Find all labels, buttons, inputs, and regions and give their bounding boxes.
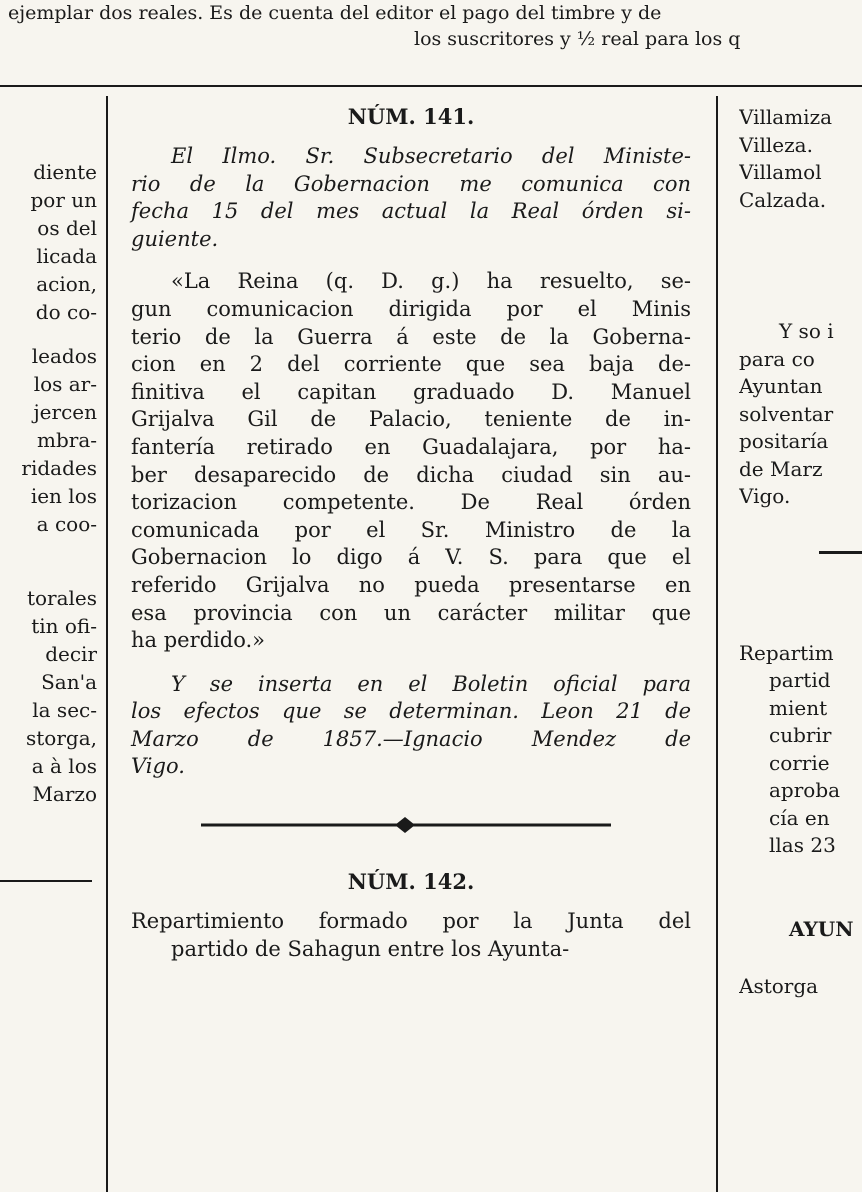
text-line: ha perdido.»: [131, 628, 266, 653]
right-line: solventar: [739, 401, 834, 426]
right-line: corrie: [769, 750, 830, 775]
left-line: los ar-: [33, 372, 97, 396]
right-line: Astorga: [739, 974, 819, 998]
right-line: llas 23: [769, 833, 836, 857]
text-line: guiente.: [131, 226, 219, 251]
right-line: aproba: [769, 778, 841, 802]
text-line: referido Grijalva no pueda presentarse en: [131, 572, 691, 597]
left-line: por un: [30, 188, 97, 212]
text-line: Gobernacion lo digo á V. S. para que el: [131, 545, 691, 570]
top-rule: [0, 85, 862, 87]
quote-paragraph: [131, 268, 691, 654]
left-line: la sec-: [32, 698, 97, 722]
text-line: partido de Sahagun entre los Ayunta-: [171, 936, 570, 961]
column-divider-left: [106, 96, 108, 1192]
right-line: Villeza.: [739, 132, 813, 157]
right-line: Vigo.: [739, 484, 791, 508]
left-line: jercen: [33, 400, 97, 424]
left-line: a coo-: [36, 512, 97, 536]
text-line: Repartimiento formado por la Junta del: [131, 909, 691, 934]
right-line: para co: [739, 346, 815, 371]
text-line: finitiva el capitan graduado D. Manuel: [131, 379, 691, 404]
left-line: ien los: [30, 484, 97, 508]
left-line: tin ofi-: [31, 614, 97, 638]
left-line: licada: [36, 244, 97, 268]
left-line: leados: [31, 344, 97, 368]
text-line: rio de la Gobernacion me comunica con: [131, 171, 691, 196]
left-line: ridades: [21, 456, 97, 480]
text-line: Vigo.: [131, 754, 185, 779]
left-line: San'a: [41, 670, 97, 694]
text-line: Marzo de 1857.—Ignacio Mendez de: [131, 726, 691, 751]
text-line: fantería retirado en Guadalajara, por ha-: [131, 434, 691, 459]
section-heading-142: NÚM. 142.: [347, 869, 475, 895]
top-note-line: los suscritores y ½ real para los q: [414, 28, 741, 50]
right-line: partid: [769, 668, 831, 692]
left-line: torales: [26, 586, 97, 610]
text-line: los efectos que se determinan. Leon 21 de: [131, 699, 691, 724]
right-line: cubrir: [769, 723, 832, 747]
right-line: de Marz: [739, 456, 823, 481]
left-line: diente: [33, 160, 97, 184]
text-line: torizacion competente. De Real órden: [131, 490, 691, 515]
top-note: [0, 0, 862, 52]
right-line: cía en: [769, 805, 830, 830]
left-line: storga,: [26, 726, 97, 750]
text-line: Grijalva Gil de Palacio, teniente de in-: [131, 407, 691, 432]
text-line: El Ilmo. Sr. Subsecretario del Ministe-: [171, 144, 691, 168]
left-line: acion,: [36, 272, 97, 296]
right-line: positaría: [739, 429, 829, 453]
right-divider-stub: [819, 551, 862, 554]
right-heading: AYUN: [789, 916, 854, 941]
left-line: decir: [45, 642, 97, 666]
intro-paragraph: [131, 143, 691, 253]
text-line: esa provincia con un carácter militar que: [131, 600, 691, 625]
left-line: os del: [37, 216, 97, 240]
text-line: Y se inserta en el Boletin oficial para: [171, 671, 691, 696]
right-line: mient: [769, 695, 828, 720]
left-line: mbra-: [36, 428, 97, 452]
text-line: ber desaparecido de dicha ciudad sin au-: [131, 462, 691, 487]
left-line: a à los: [31, 754, 97, 778]
left-column: [0, 158, 97, 808]
right-line: Repartim: [739, 640, 834, 665]
text-line: fecha 15 del mes actual la Real órden si-: [131, 199, 691, 224]
right-line: Ayuntan: [739, 374, 823, 398]
right-line: Y so i: [779, 319, 834, 343]
right-column: [739, 104, 862, 1001]
top-note-line: ejemplar dos reales. Es de cuenta del editor el pago del timbre y de: [8, 2, 662, 24]
left-bottom-rule: [0, 880, 92, 882]
text-line: «La Reina (q. D. g.) ha resuelto, se-: [171, 269, 691, 294]
text-line: cion en 2 del corriente que sea baja de-: [131, 352, 691, 377]
right-line: Villamiza: [739, 105, 833, 129]
text-line: comunicada por el Sr. Ministro de la: [131, 517, 691, 542]
section-heading-141: NÚM. 141.: [347, 104, 475, 129]
right-line: Villamol: [739, 160, 822, 184]
text-line: terio de la Guerra á este de la Goberna-: [131, 324, 691, 349]
column-divider-right: [716, 96, 718, 1192]
text-line: gun comunicacion dirigida por el Minis: [131, 296, 691, 321]
decorative-divider: [131, 805, 691, 845]
center-column: [131, 104, 691, 963]
left-line: Marzo: [32, 782, 97, 806]
right-line: Calzada.: [739, 187, 827, 212]
left-line: do co-: [35, 300, 97, 324]
closing-paragraph: [131, 671, 691, 781]
